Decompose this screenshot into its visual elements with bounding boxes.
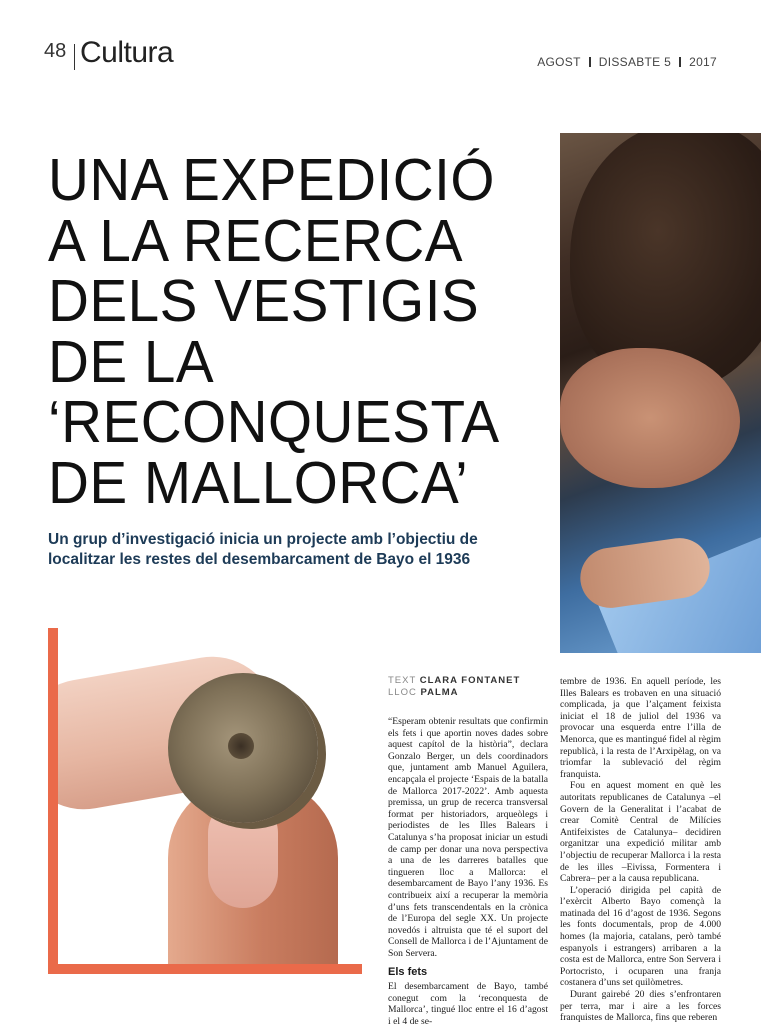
byline-place-label: LLOC xyxy=(388,687,417,698)
headline xyxy=(48,147,538,516)
byline xyxy=(388,675,520,699)
byline-author: CLARA FONTANET xyxy=(419,675,521,686)
page-number: 48 xyxy=(44,40,67,62)
header-divider xyxy=(74,44,75,70)
body-column-2 xyxy=(560,676,721,1024)
body-paragraph: Fou en aquest moment en què les autoritats republicanes de Catalunya –el Govern de la Generalitat i l’acabat de crear Comitè Central de Milícies Antifeixistes de Catalunya– decidiren organitzar una expedició militar amb l’objectiu de recuperar Mallorca i la resta de les illes –Eivissa, Formentera i Cabrera– per a la causa republicana. xyxy=(560,780,721,885)
main-photo-researchers xyxy=(560,133,761,653)
headline-line: A LA RECERCA xyxy=(48,207,463,274)
subhead: Els fets xyxy=(388,966,428,979)
section-title: Cultura xyxy=(80,36,174,69)
date-year: 2017 xyxy=(689,55,717,69)
dek-subtitle: Un grup d’investigació inicia un projecte amb l’objectiu de localitzar les restes del desembarcament de Bayo el 1936 xyxy=(48,531,478,568)
byline-text-label: TEXT xyxy=(388,675,417,686)
headline-line: DE LA xyxy=(48,328,215,395)
date-separator xyxy=(679,57,681,67)
photo-frame-bottom xyxy=(48,964,362,974)
body-paragraph: “Esperam obtenir resultats que confirmin els fets i que aportin noves dades sobre aquest capítol de la història”, declara Gonzalo Berger, un dels coordinadors que, juntament amb Manuel Aguilera, encapçala el projecte ‘Espais de la batalla de Mallorca 2017-2022’. Amb aquesta premissa, un grup de recerca transversal format per historiadors, arqueòlegs i periodistes de les Illes Balears i Catalunya s’ha proposat iniciar un estudi de camp per donar una nova perspectiva a una de les darreres batalles que tingueren lloc a Mallorca: el desembarcament de Bayo l’any 1936. Es contribueix així a recuperar la memòria d’uns fets transcendentals en la crònica de l’Europa del segle XX. Un projecte novedós i altruista que té el suport del Consell de Mallorca i de l’Ajuntament de Son Servera. xyxy=(388,716,548,959)
headline-line: DE MALLORCA’ xyxy=(48,449,469,516)
body-paragraph: tembre de 1936. En aquell període, les Illes Balears es trobaven en una situació complicada, ja que l’alçament feixista iniciat el 18 de juliol del 1936 va provocar una esquerda entre l’illa de Menorca, que es mantingué fidel al règim republicà, i la resta de l’Arxipèlag, on va triomfar la sublevació del règim franquista. xyxy=(560,676,721,780)
date-day: DISSABTE 5 xyxy=(598,55,672,69)
photo-frame-left xyxy=(48,628,58,974)
headline-line: DELS VESTIGIS xyxy=(48,268,480,334)
headline-line: UNA EXPEDICIÓ xyxy=(48,147,495,213)
body-paragraph: Durant gairebé 20 dies s’enfrontaren per terra, mar i aire a les forces franquistes de Mallorca, fins que reberen xyxy=(560,989,721,1024)
date-month: AGOST xyxy=(537,55,581,69)
date-separator xyxy=(589,57,591,67)
body-paragraph: L’operació dirigida pel capità de l’exèrcit Alberto Bayo començà la matinada del 16 d’agost de 1936. Segons les fonts documentals, prop de 4.000 homes (la majoria, catalans, però també espanyols i estrangers) arribaren a la costa est de Mallorca, entre Son Servera i Portocristo, i ocuparen una franja costanera d’uns set quilòmetres. xyxy=(560,884,721,989)
photo-face xyxy=(560,348,740,488)
body-paragraph: El desembarcament de Bayo, també conegut com la ‘reconquesta de Mallorca’, tingué lloc entre el 16 d’agost i el 4 de se- xyxy=(388,981,548,1027)
body-column-1 xyxy=(388,716,548,1027)
headline-line: ‘RECONQUESTA xyxy=(48,389,500,455)
byline-place: PALMA xyxy=(420,687,459,698)
bullet-casing-photo xyxy=(58,628,362,964)
photo-primer xyxy=(228,733,254,759)
dateline xyxy=(537,55,717,69)
